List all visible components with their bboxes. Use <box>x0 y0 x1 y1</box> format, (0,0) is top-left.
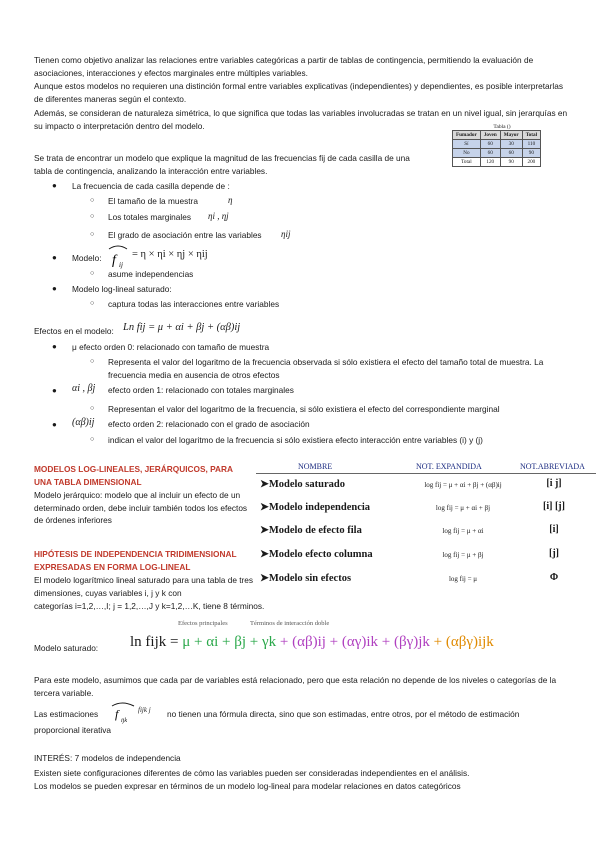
f-hat-ijk-icon <box>110 700 136 724</box>
table-cell: 60 <box>480 149 500 158</box>
model-expanded: log fij = μ <box>448 575 478 583</box>
sat3-header-interaction: Términos de interacción doble <box>250 620 330 627</box>
efecto-0-heading: μ efecto orden 0: relacionado con tamaño de muestra <box>72 342 270 352</box>
table-cell: 60 <box>480 140 500 149</box>
sat3-gamma: + γk <box>249 634 277 650</box>
estim-symbol: fijk j <box>138 706 151 714</box>
circle-bullet-icon: ○ <box>90 358 95 365</box>
modelo-equation: = η × ηi × ηj × ηij <box>132 249 208 260</box>
bullet-icon: ● <box>52 284 57 293</box>
contingency-table <box>452 124 552 167</box>
modelo-sub: asume independencias <box>108 269 194 279</box>
models-header-expanded: NOT. EXPANDIDA <box>416 462 482 471</box>
tri-text-2: categorías i=1,2,…,I; j = 1,2,…,J y k=1,2,…K, tiene 8 términos. <box>34 601 265 611</box>
table-cell: Sí <box>453 140 481 149</box>
model-name: ➤Modelo saturado <box>260 479 345 490</box>
sat3-lhs: ln fijk = <box>130 634 179 650</box>
table-cell: Total <box>453 158 481 167</box>
model-abbrev: [i j] <box>546 478 562 489</box>
table-row <box>453 140 541 149</box>
tri-title: HIPÓTESIS DE INDEPENDENCIA TRIDIMENSIONAL EXPRESADAS EN FORMA LOG-LINEAL <box>34 549 237 572</box>
model-expanded: log fij = μ + αi <box>442 527 484 535</box>
freq-sym-3: ηij <box>281 229 291 239</box>
bullet-icon: ● <box>52 181 57 190</box>
models-header-name: NOMBRE <box>298 462 333 471</box>
modelo-label: Modelo: <box>72 253 102 263</box>
intro-paragraph-1: Tienen como objetivo analizar las relaciones entre variables categóricas a partir de tablas de contingencia, permitiendo la evaluación de asociaciones, interacciones y efectos marginales entre múltiples variables. <box>34 55 534 79</box>
table-cell: 120 <box>480 158 500 167</box>
table-row <box>256 548 596 568</box>
bullet-icon: ● <box>52 342 57 351</box>
efecto-2-text: indican el valor del logaritmo de la frecuencia si sólo existiera efecto interacción entre variables (i) y (j) <box>108 435 483 445</box>
loglineal-label: Modelo log-lineal saturado: <box>72 284 172 294</box>
freq-sym-1: η <box>228 195 233 205</box>
table-row <box>256 524 596 544</box>
table-row <box>256 501 596 521</box>
contingency-grid <box>452 130 541 167</box>
model-expanded: log fij = μ + αi + βj <box>435 504 491 512</box>
jer-text: Modelo jerárquico: modelo que al incluir un efecto de un determinado orden, debe incluir también todos los efectos de órdenes inferiores <box>34 490 248 526</box>
para-relation: Para este modelo, asumimos que cada par de variables está relacionado, pero que esta relación no depende de los niveles o categorías de la tercera variable. <box>34 675 557 699</box>
table-cell: No <box>453 149 481 158</box>
table-cell: 60 <box>500 149 522 158</box>
intro-paragraph-2: Aunque estos modelos no requieren una distinción formal entre variables explicativas (independientes) y dependientes, es posible interpretarlas de diferentes maneras según el contexto. <box>34 81 564 105</box>
model-abbrev: [i] [j] <box>543 501 565 512</box>
model-name: ➤Modelo sin efectos <box>260 573 352 584</box>
freq-item-3: El grado de asociación entre las variables <box>108 230 262 240</box>
model-expanded: log fij = μ + αi + βj + (αβ)ij <box>424 481 502 489</box>
sat3-mu: μ <box>182 634 191 650</box>
sat3-alpha: + αi <box>194 634 219 650</box>
sat3-ag: + (αγ)ik <box>329 634 379 650</box>
table-row <box>256 572 596 592</box>
model-expanded: log fij = μ + βj <box>442 551 484 559</box>
circle-bullet-icon: ○ <box>90 405 95 412</box>
freq-item-1: El tamaño de la muestra <box>108 196 198 206</box>
tri-text-1: El modelo logarítmico lineal saturado para una tabla de tres dimensiones, cuyas variables i, j y k con <box>34 575 254 598</box>
model-name: ➤Modelo independencia <box>260 502 371 513</box>
estim-post: no tienen una fórmula directa, sino que son estimadas, entre otros, por el método de estimación <box>167 709 520 719</box>
bullet-icon: ● <box>52 253 57 262</box>
efecto-1-symbol: αi , βj <box>72 383 96 394</box>
table-cell: 90 <box>500 158 522 167</box>
goal-paragraph: Se trata de encontrar un modelo que explique la magnitud de las frecuencias fij de cada casilla de una tabla de contingencia, analizando la interacción entre variables. <box>34 153 410 177</box>
sat3-label: Modelo saturado: <box>34 643 99 653</box>
model-abbrev: [i] <box>549 524 559 535</box>
f-hat-symbol-icon <box>106 243 130 269</box>
efectos-label: Efectos en el modelo: <box>34 326 114 336</box>
circle-bullet-icon: ○ <box>90 270 95 277</box>
sat3-beta: + βj <box>222 634 247 650</box>
table-cell: 110 <box>522 140 540 149</box>
table-cell: 30 <box>500 140 522 149</box>
svg-text:f: f <box>115 707 119 721</box>
bullet-icon: ● <box>52 386 57 395</box>
model-abbrev: [j] <box>549 548 559 559</box>
circle-bullet-icon: ○ <box>90 197 95 204</box>
efecto-2-heading: efecto orden 2: relacionado con el grado de asociación <box>108 419 310 429</box>
efectos-equation: Ln fij = μ + αi + βj + (αβ)ij <box>123 322 241 333</box>
circle-bullet-icon: ○ <box>90 436 95 443</box>
svg-text:f: f <box>112 253 116 268</box>
interes-line-1: Existen siete configuraciones diferentes de cómo las variables pueden ser consideradas independientes en el análisis. <box>34 768 470 778</box>
table-cell: 200 <box>522 158 540 167</box>
models-header-abbrev: NOT.ABREVIADA <box>520 462 585 471</box>
sat3-header-main: Efectos principales <box>178 620 228 627</box>
table-row <box>453 149 541 158</box>
efecto-1-heading: efecto orden 1: relacionado con totales marginales <box>108 385 294 395</box>
table-header: Mayor <box>500 131 522 140</box>
jer-title: MODELOS LOG-LINEALES, JERÁRQUICOS, PARA UNA TABLA DIMENSIONAL <box>34 464 233 487</box>
models-divider <box>256 473 596 474</box>
circle-bullet-icon: ○ <box>90 231 95 238</box>
model-abbrev: Φ <box>549 572 559 583</box>
circle-bullet-icon: ○ <box>90 213 95 220</box>
table-header: Fumador <box>453 131 481 140</box>
freq-sym-2: ηi , ηj <box>208 211 229 221</box>
bullet-icon: ● <box>52 420 57 429</box>
sat3-equation <box>130 634 494 651</box>
table-header: Total <box>522 131 540 140</box>
table-cell: 90 <box>522 149 540 158</box>
estim-pre: Las estimaciones <box>34 709 99 719</box>
table-header: Joven <box>480 131 500 140</box>
model-name: ➤Modelo de efecto fila <box>260 525 362 536</box>
loglineal-sub: captura todas las interacciones entre variables <box>108 299 280 309</box>
estim-line2: proporcional iterativa <box>34 725 112 735</box>
svg-text:ij: ij <box>119 261 123 269</box>
svg-text:ijk: ijk <box>121 718 127 724</box>
interes-line-2: Los modelos se pueden expresar en términos de un modelo log-lineal para modelar relaciones en datos categóricos <box>34 781 461 791</box>
sat3-ab: + (αβ)ij <box>279 634 326 650</box>
contingency-table-title: Tabla () <box>493 124 511 130</box>
efecto-2-symbol: (αβ)ij <box>72 417 95 428</box>
circle-bullet-icon: ○ <box>90 300 95 307</box>
freq-heading: La frecuencia de cada casilla depende de : <box>72 181 230 191</box>
sat3-abg: + (αβγ)ijk <box>433 634 494 650</box>
freq-item-2: Los totales marginales <box>108 212 192 222</box>
efecto-0-text: Representa el valor del logaritmo de la frecuencia observada si sólo existiera el efecto del tamaño total de muestra. La frecuencia media en ausencia de otros efectos <box>108 357 544 380</box>
sat3-bg: + (βγ)jk <box>381 634 430 650</box>
intro-paragraph-3: Además, se consideran de naturaleza simétrica, lo que significa que todas las variables involucradas se tratan en un nivel igual, sin jerarquías en su impacto o interpretación dentro del modelo. <box>34 108 568 132</box>
efecto-1-text: Representan el valor del logaritmo de la frecuencia, si sólo existiera el efecto del correspondiente marginal <box>108 404 500 414</box>
table-row <box>256 478 596 498</box>
interes-heading: INTERÉS: 7 modelos de independencia <box>34 753 181 763</box>
table-row <box>453 158 541 167</box>
model-name: ➤Modelo efecto columna <box>260 549 373 560</box>
